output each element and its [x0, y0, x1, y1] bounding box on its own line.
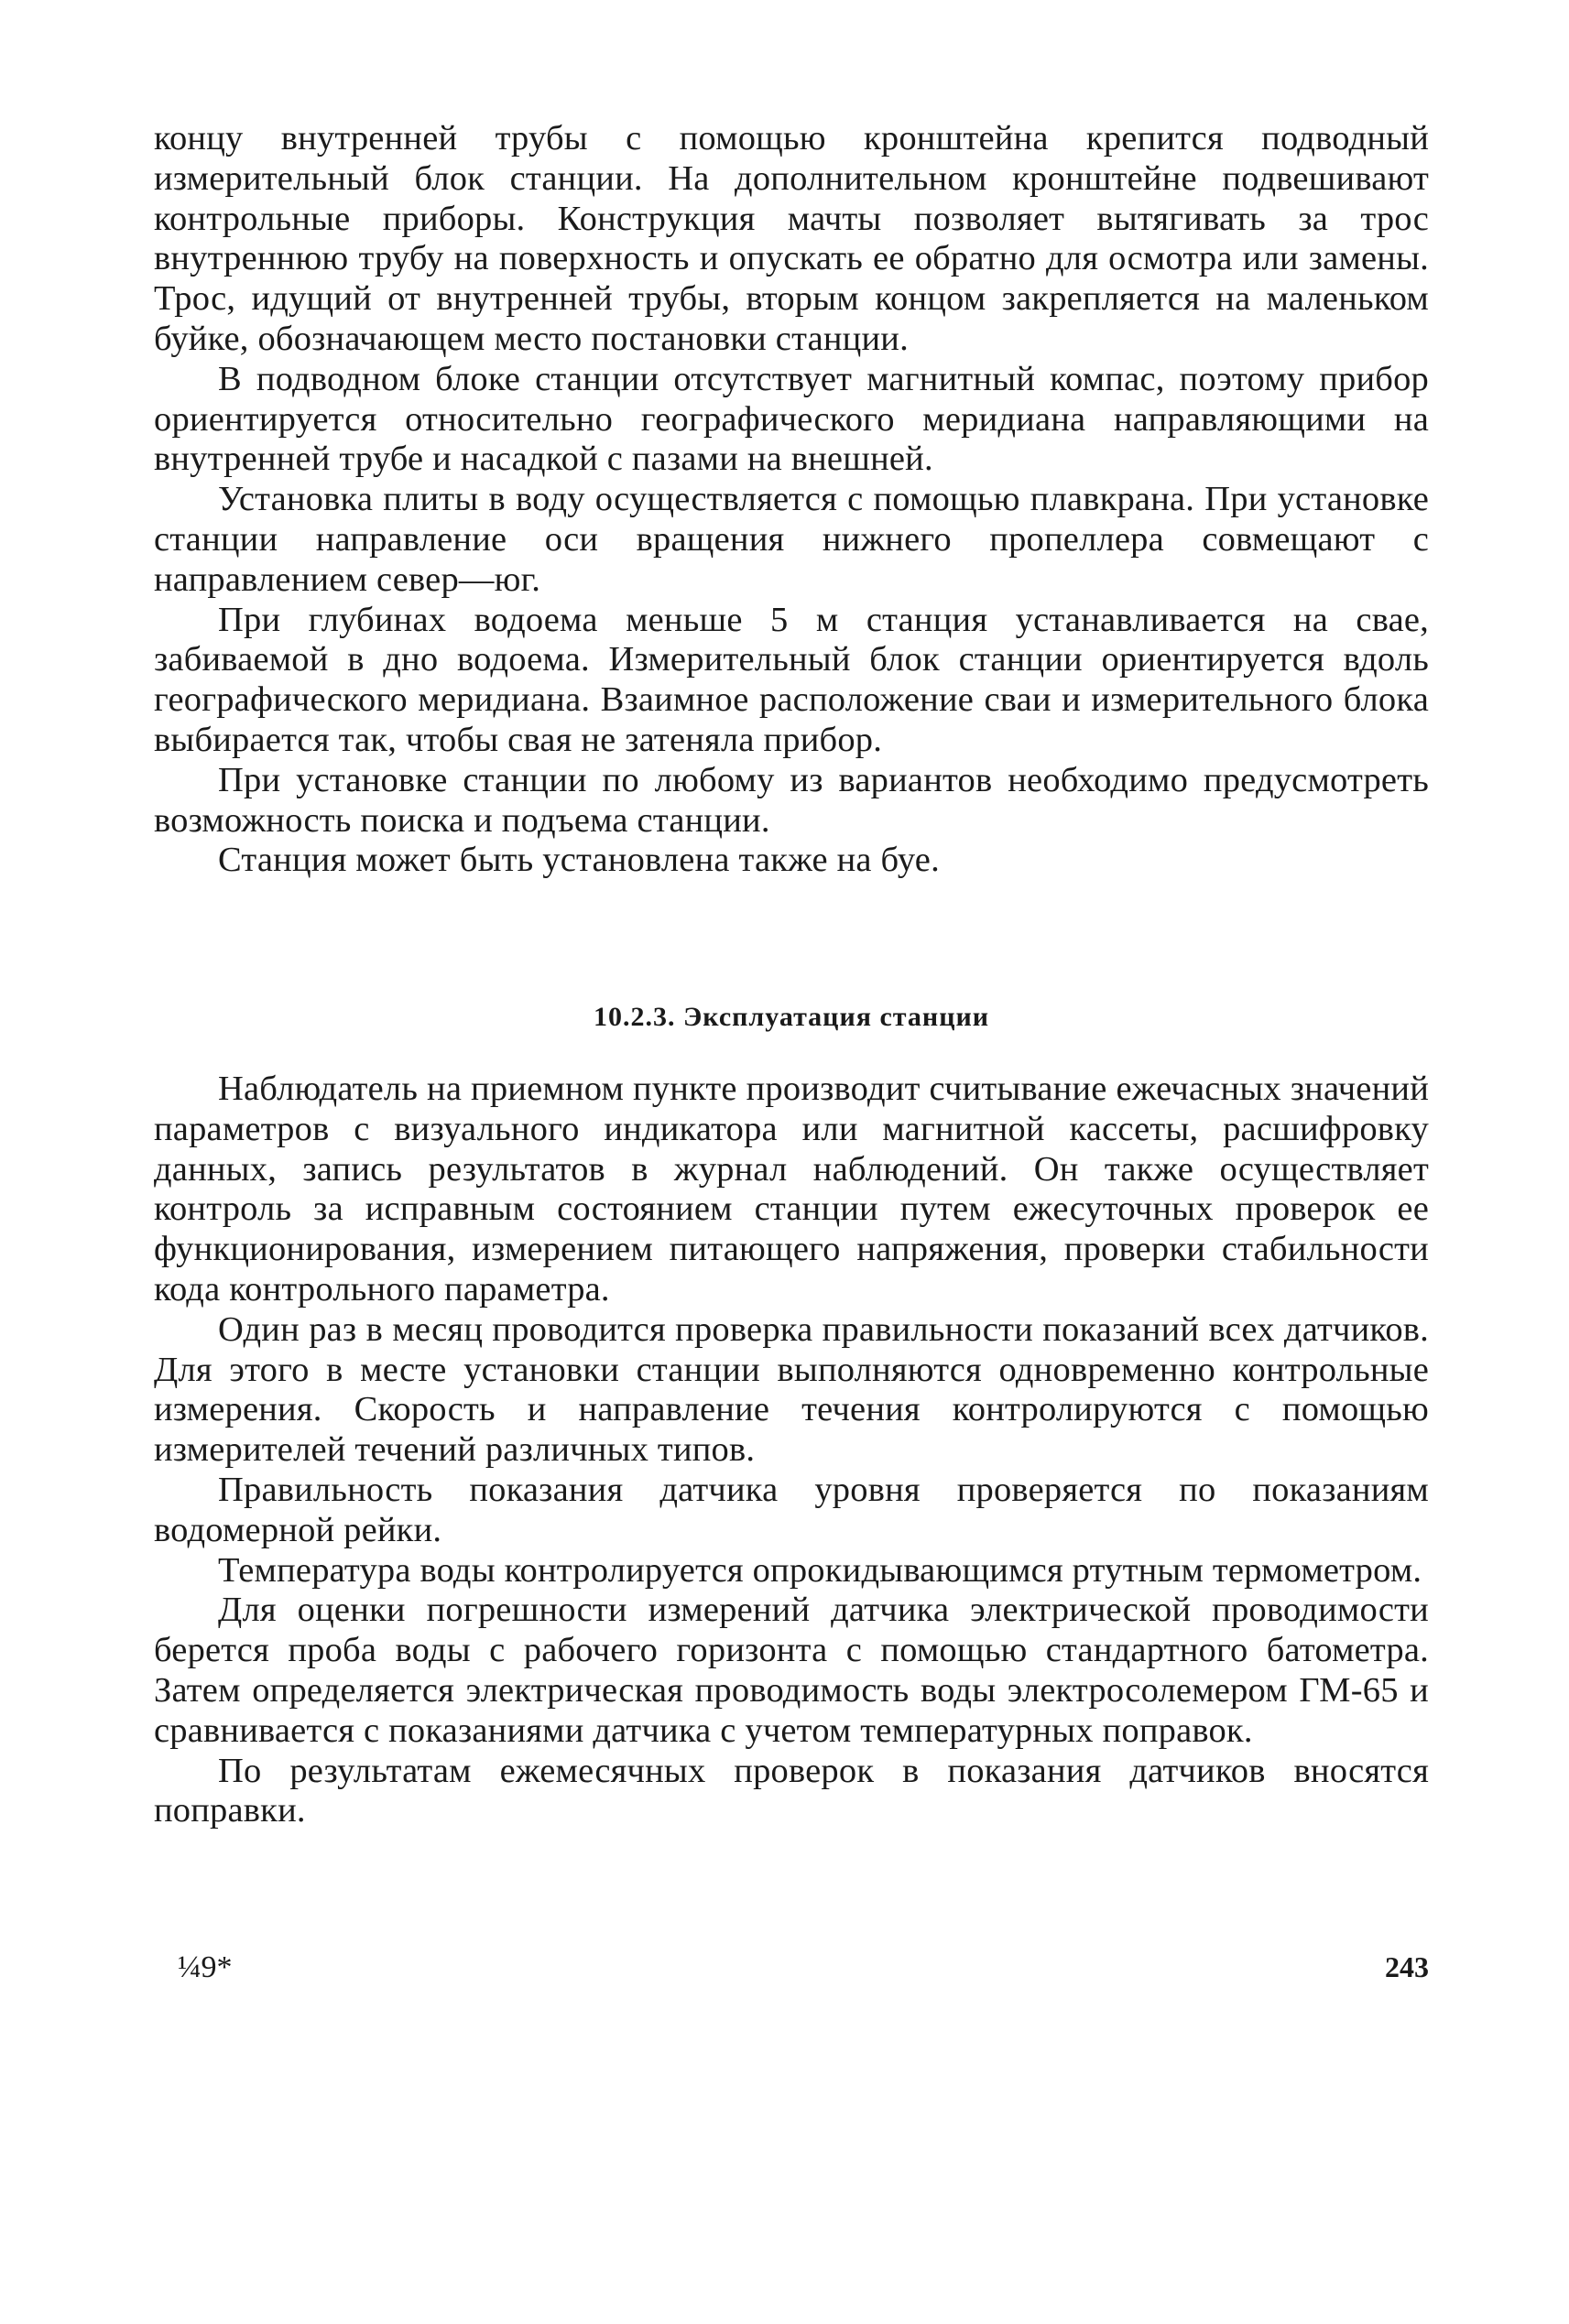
paragraph: Для оценки погрешности измерений датчика электрической проводимости берется проба воды с рабочего горизонта с помощью стандартного батометра. Затем определяется электрическая проводимость воды электросолемером ГМ-65 и сравнивается с показаниями датчика с учетом температурных поправок.	[154, 1591, 1429, 1750]
paragraph: По результатам ежемесячных проверок в показания датчиков вносятся поправки.	[154, 1751, 1429, 1830]
page-number: 243	[1385, 1950, 1429, 1983]
paragraph: Правильность показания датчика уровня проверяется по показаниям водомерной рейки.	[154, 1470, 1429, 1549]
paragraph: Установка плиты в воду осуществляется с помощью плавкрана. При установке станции направление оси вращения нижнего пропеллера совмещают с направлением север—юг.	[154, 480, 1429, 599]
section-heading: 10.2.3. Эксплуатация станции	[593, 1002, 990, 1032]
paragraph: концу внутренней трубы с помощью кронштейна крепится подводный измерительный блок станции. На дополнительном кронштейне подвешивают контрольные приборы. Конструкция мачты позволяет вытягивать за трос внутреннюю трубу на поверхность и опускать ее обратно для осмотра или замены. Трос, идущий от внутренней трубы, вторым концом закрепляется на маленьком буйке, обозначающем место постановки станции.	[154, 119, 1429, 358]
paragraph: Станция может быть установлена также на буе.	[218, 841, 940, 880]
body-text-after-heading	[154, 1070, 1429, 1831]
paragraph: Наблюдатель на приемном пункте производит считывание ежечасных значений параметров с визуального индикатора или магнитной кассеты, расшифровку данных, запись результатов в журнал наблюдений. Он также осуществляет контроль за исправным состоянием станции путем ежесуточных проверок ее функционирования, измерением питающего напряжения, проверки стабильности кода контрольного параметра.	[154, 1070, 1429, 1309]
signature-mark: ¼9*	[178, 1950, 233, 1984]
body-text-before-heading	[154, 119, 1429, 881]
paragraph: Один раз в месяц проводится проверка правильности показаний всех датчиков. Для этого в месте установки станции выполняются одновременно контрольные измерения. Скорость и направление течения контролируются с помощью измерителей течений различных типов.	[154, 1309, 1429, 1470]
paragraph: При глубинах водоема меньше 5 м станция устанавливается на свае, забиваемой в дно водоема. Измерительный блок станции ориентируется вдоль географического меридиана. Взаимное расположение сваи и измерительного блока выбирается так, чтобы свая не затеняла прибор.	[154, 600, 1429, 759]
paragraph: В подводном блоке станции отсутствует магнитный компас, поэтому прибор ориентируется относительно географического меридиана направляющими на внутренней трубе и насадкой с пазами на внешней.	[154, 359, 1429, 479]
paragraph: При установке станции по любому из вариантов необходимо предусмотреть возможность поиска и подъема станции.	[154, 760, 1429, 840]
paragraph: Температура воды контролируется опрокидывающимся ртутным термометром.	[218, 1550, 1422, 1590]
